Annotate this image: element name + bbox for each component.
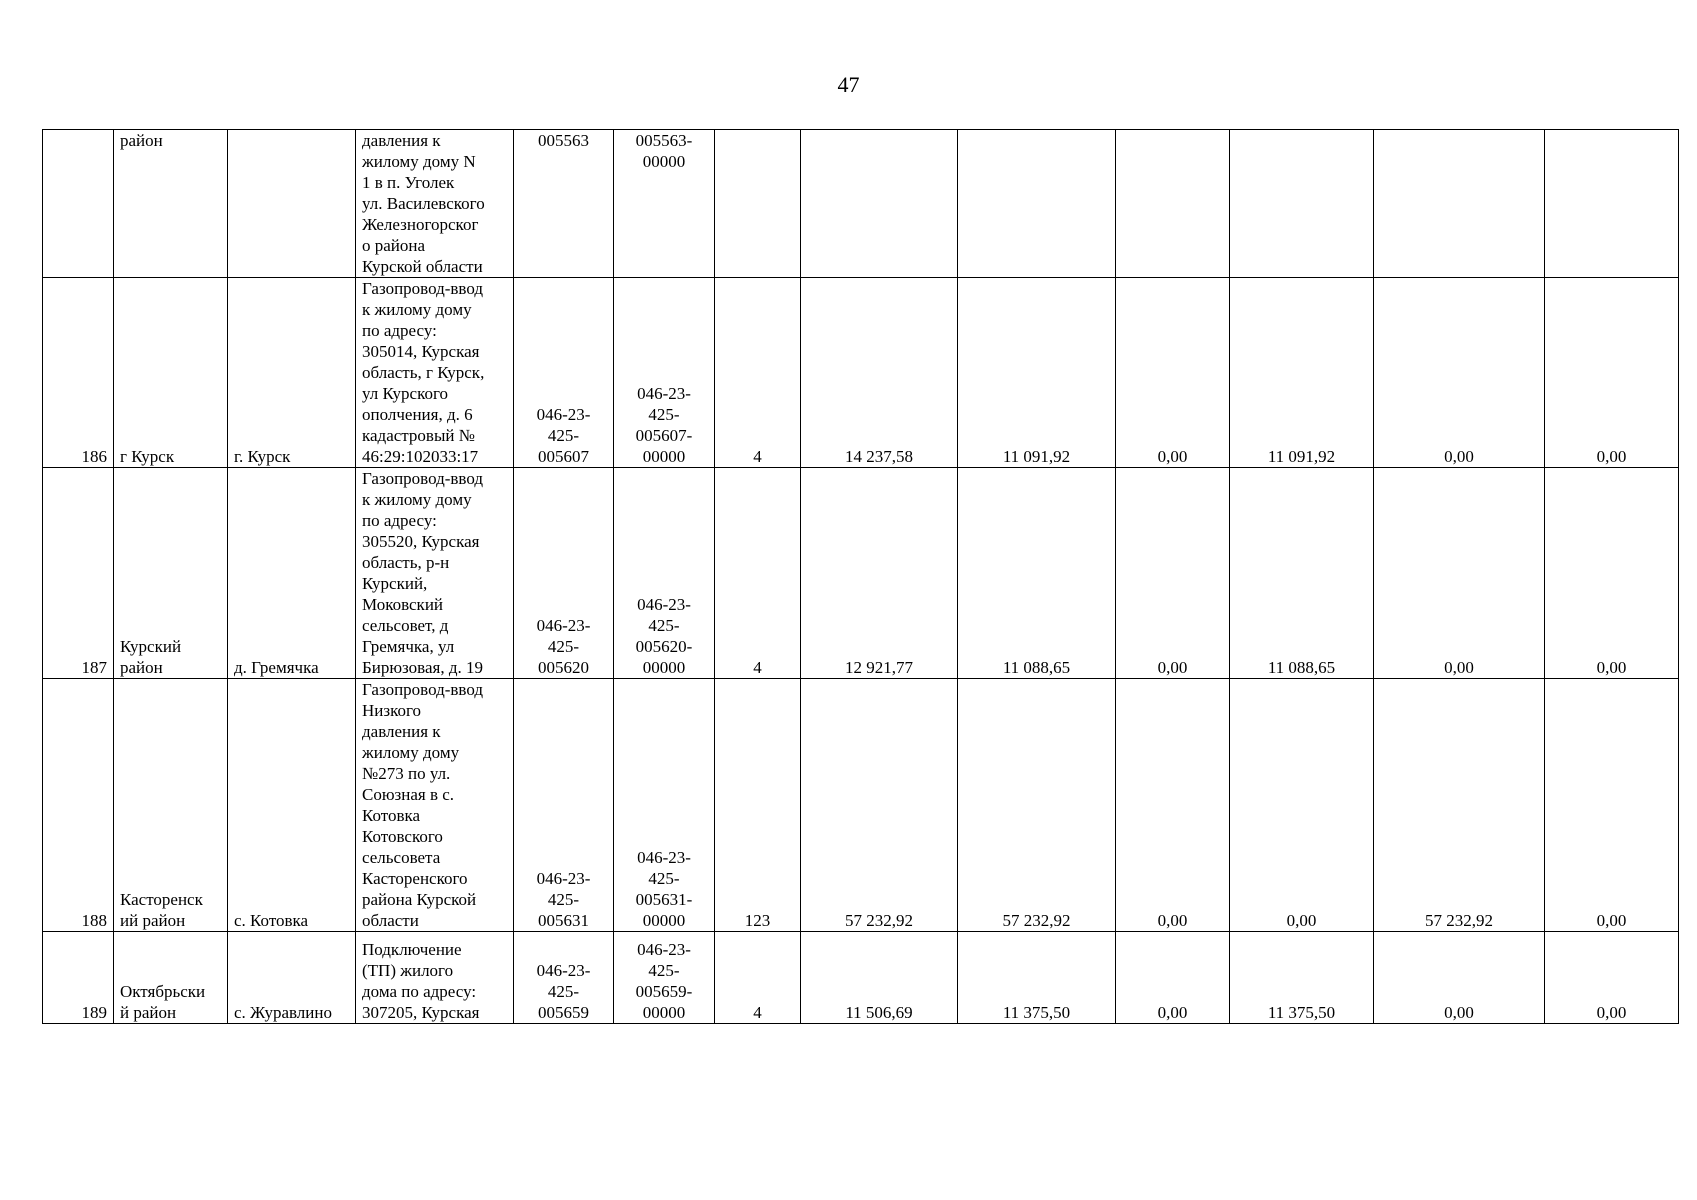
quantity-cell: 4 bbox=[715, 278, 801, 468]
full-code-cell: 005563- 00000 bbox=[614, 130, 715, 278]
amount-cell: 11 091,92 bbox=[958, 278, 1116, 468]
amount-cell: 57 232,92 bbox=[1374, 679, 1545, 932]
amount-cell: 57 232,92 bbox=[958, 679, 1116, 932]
quantity-cell: 4 bbox=[715, 468, 801, 679]
description-cell: Подключение (ТП) жилого дома по адресу: 307205, Курская bbox=[356, 932, 514, 1024]
row-number: 188 bbox=[43, 679, 114, 932]
amount-cell: 0,00 bbox=[1116, 468, 1230, 679]
object-code-cell: 005563 bbox=[514, 130, 614, 278]
amount-cell: 0,00 bbox=[1545, 679, 1679, 932]
amount-cell: 0,00 bbox=[1374, 932, 1545, 1024]
amount-cell: 57 232,92 bbox=[801, 679, 958, 932]
amount-cell: 11 375,50 bbox=[1230, 932, 1374, 1024]
row-number: 187 bbox=[43, 468, 114, 679]
table-row bbox=[43, 278, 1679, 468]
object-code-cell: 046-23- 425- 005631 bbox=[514, 679, 614, 932]
amount-cell bbox=[1116, 130, 1230, 278]
amount-cell: 0,00 bbox=[1374, 468, 1545, 679]
full-code-cell: 046-23- 425- 005631- 00000 bbox=[614, 679, 715, 932]
description-cell: Газопровод-ввод к жилому дому по адресу: 305520, Курская область, р-н Курский, Моковский сельсовет, д Гремячка, ул Бирюзовая, д. 19 bbox=[356, 468, 514, 679]
locality-cell: с. Журавлино bbox=[228, 932, 356, 1024]
amount-cell bbox=[801, 130, 958, 278]
table-row bbox=[43, 679, 1679, 932]
district-cell: Курский район bbox=[114, 468, 228, 679]
amount-cell: 11 375,50 bbox=[958, 932, 1116, 1024]
amount-cell bbox=[1545, 130, 1679, 278]
full-code-cell: 046-23- 425- 005659- 00000 bbox=[614, 932, 715, 1024]
description-cell: Газопровод-ввод к жилому дому по адресу: 305014, Курская область, г Курск, ул Курского ополчения, д. 6 кадастровый № 46:29:102033:17 bbox=[356, 278, 514, 468]
amount-cell: 14 237,58 bbox=[801, 278, 958, 468]
amount-cell: 12 921,77 bbox=[801, 468, 958, 679]
amount-cell: 0,00 bbox=[1545, 932, 1679, 1024]
amount-cell: 0,00 bbox=[1116, 932, 1230, 1024]
district-cell: г Курск bbox=[114, 278, 228, 468]
amount-cell: 0,00 bbox=[1116, 278, 1230, 468]
amount-cell: 0,00 bbox=[1116, 679, 1230, 932]
full-code-cell: 046-23- 425- 005620- 00000 bbox=[614, 468, 715, 679]
amount-cell bbox=[1230, 130, 1374, 278]
table-row bbox=[43, 130, 1679, 278]
row-number: 186 bbox=[43, 278, 114, 468]
object-code-cell: 046-23- 425- 005607 bbox=[514, 278, 614, 468]
description-cell: Газопровод-ввод Низкого давления к жилому дому №273 по ул. Союзная в с. Котовка Котовского сельсовета Касторенского района Курской области bbox=[356, 679, 514, 932]
amount-cell: 11 088,65 bbox=[1230, 468, 1374, 679]
row-number bbox=[43, 130, 114, 278]
amount-cell bbox=[1374, 130, 1545, 278]
locality-cell bbox=[228, 130, 356, 278]
district-cell: Касторенск ий район bbox=[114, 679, 228, 932]
amount-cell: 0,00 bbox=[1230, 679, 1374, 932]
object-code-cell: 046-23- 425- 005659 bbox=[514, 932, 614, 1024]
district-cell: район bbox=[114, 130, 228, 278]
amount-cell: 11 088,65 bbox=[958, 468, 1116, 679]
locality-cell: д. Гремячка bbox=[228, 468, 356, 679]
amount-cell: 11 506,69 bbox=[801, 932, 958, 1024]
amount-cell: 0,00 bbox=[1545, 468, 1679, 679]
full-code-cell: 046-23- 425- 005607- 00000 bbox=[614, 278, 715, 468]
locality-cell: с. Котовка bbox=[228, 679, 356, 932]
description-cell: давления к жилому дому N 1 в п. Уголек ул. Василевского Железногорског о района Курской области bbox=[356, 130, 514, 278]
register-table bbox=[42, 129, 1679, 1024]
page-number: 47 bbox=[837, 72, 860, 97]
amount-cell: 11 091,92 bbox=[1230, 278, 1374, 468]
row-number: 189 bbox=[43, 932, 114, 1024]
quantity-cell bbox=[715, 130, 801, 278]
table-row bbox=[43, 468, 1679, 679]
table-row bbox=[43, 932, 1679, 1024]
quantity-cell: 4 bbox=[715, 932, 801, 1024]
amount-cell: 0,00 bbox=[1545, 278, 1679, 468]
amount-cell bbox=[958, 130, 1116, 278]
locality-cell: г. Курск bbox=[228, 278, 356, 468]
amount-cell: 0,00 bbox=[1374, 278, 1545, 468]
object-code-cell: 046-23- 425- 005620 bbox=[514, 468, 614, 679]
district-cell: Октябрьски й район bbox=[114, 932, 228, 1024]
quantity-cell: 123 bbox=[715, 679, 801, 932]
